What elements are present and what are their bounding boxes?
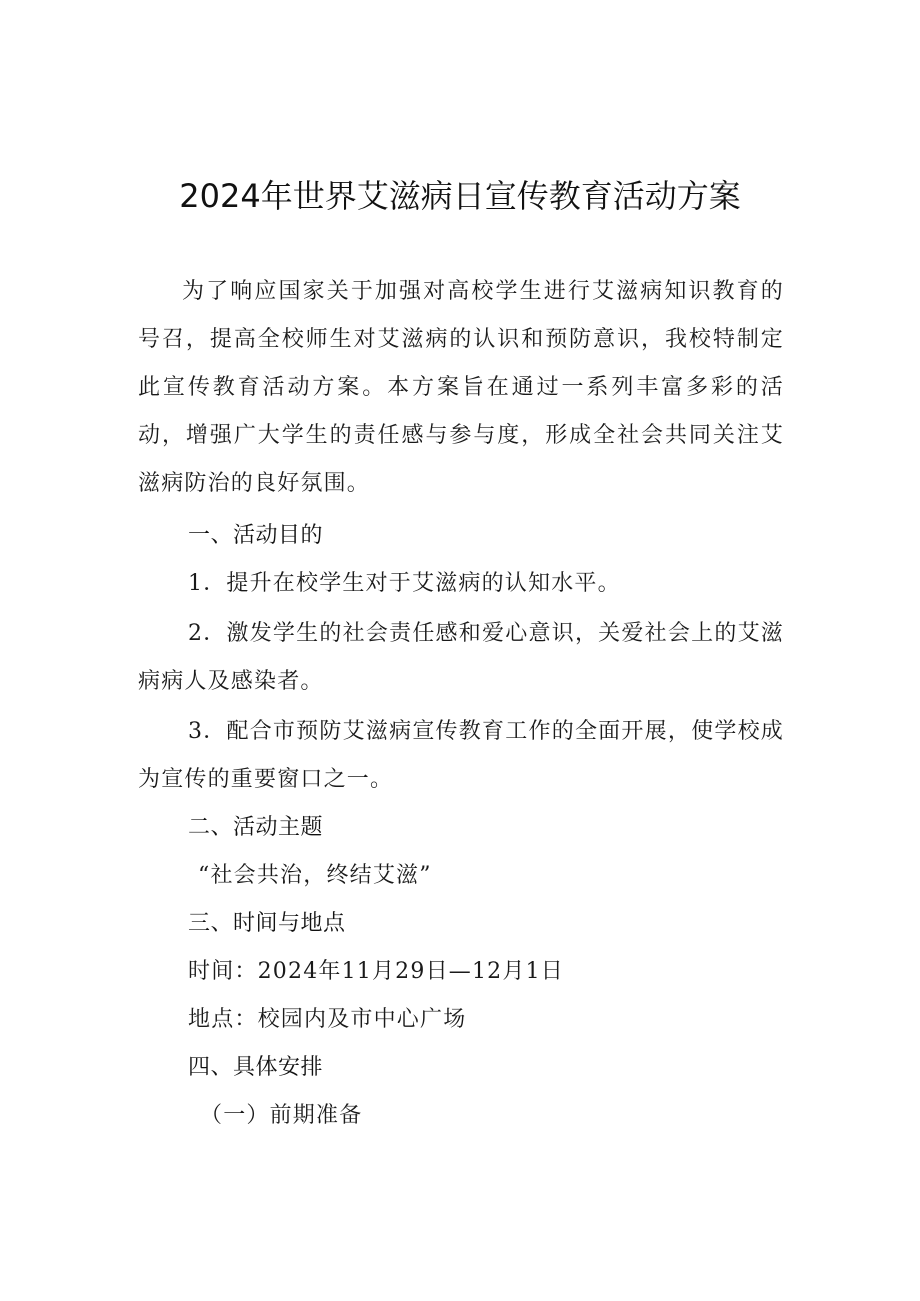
document-title: 2024年世界艾滋病日宣传教育活动方案 — [179, 177, 741, 215]
time-line: 时间：2024年11月29日—12月1日 — [188, 959, 564, 984]
place-line: 地点：校园内及市中心广场 — [188, 1007, 467, 1032]
purpose-item-1: 1．提升在校学生对于艾滋病的认知水平。 — [188, 571, 621, 596]
purpose-item-3: 3．配合市预防艾滋病宣传教育工作的全面开展，使学校成为宣传的重要窗口之一。 — [138, 719, 784, 792]
purpose-item-2: 2．激发学生的社会责任感和爱心意识，关爱社会上的艾滋病病人及感染者。 — [138, 621, 784, 694]
theme-text: “社会共治，终结艾滋” — [198, 863, 432, 888]
subsection-preparation: （一）前期准备 — [200, 1103, 363, 1128]
section-heading-arrangement: 四、具体安排 — [188, 1055, 324, 1080]
intro-paragraph: 为了响应国家关于加强对高校学生进行艾滋病知识教育的号召，提高全校师生对艾滋病的认识和预防意识，我校特制定此宣传教育活动方案。本方案旨在通过一系列丰富多彩的活动，增强广大学生的责任感与参与度，形成全社会共同关注艾滋病防治的良好氛围。 — [138, 279, 784, 496]
document-body — [138, 268, 784, 1140]
section-heading-time-place: 三、时间与地点 — [188, 911, 346, 936]
section-heading-theme: 二、活动主题 — [188, 815, 324, 840]
section-heading-purpose: 一、活动目的 — [188, 523, 324, 548]
